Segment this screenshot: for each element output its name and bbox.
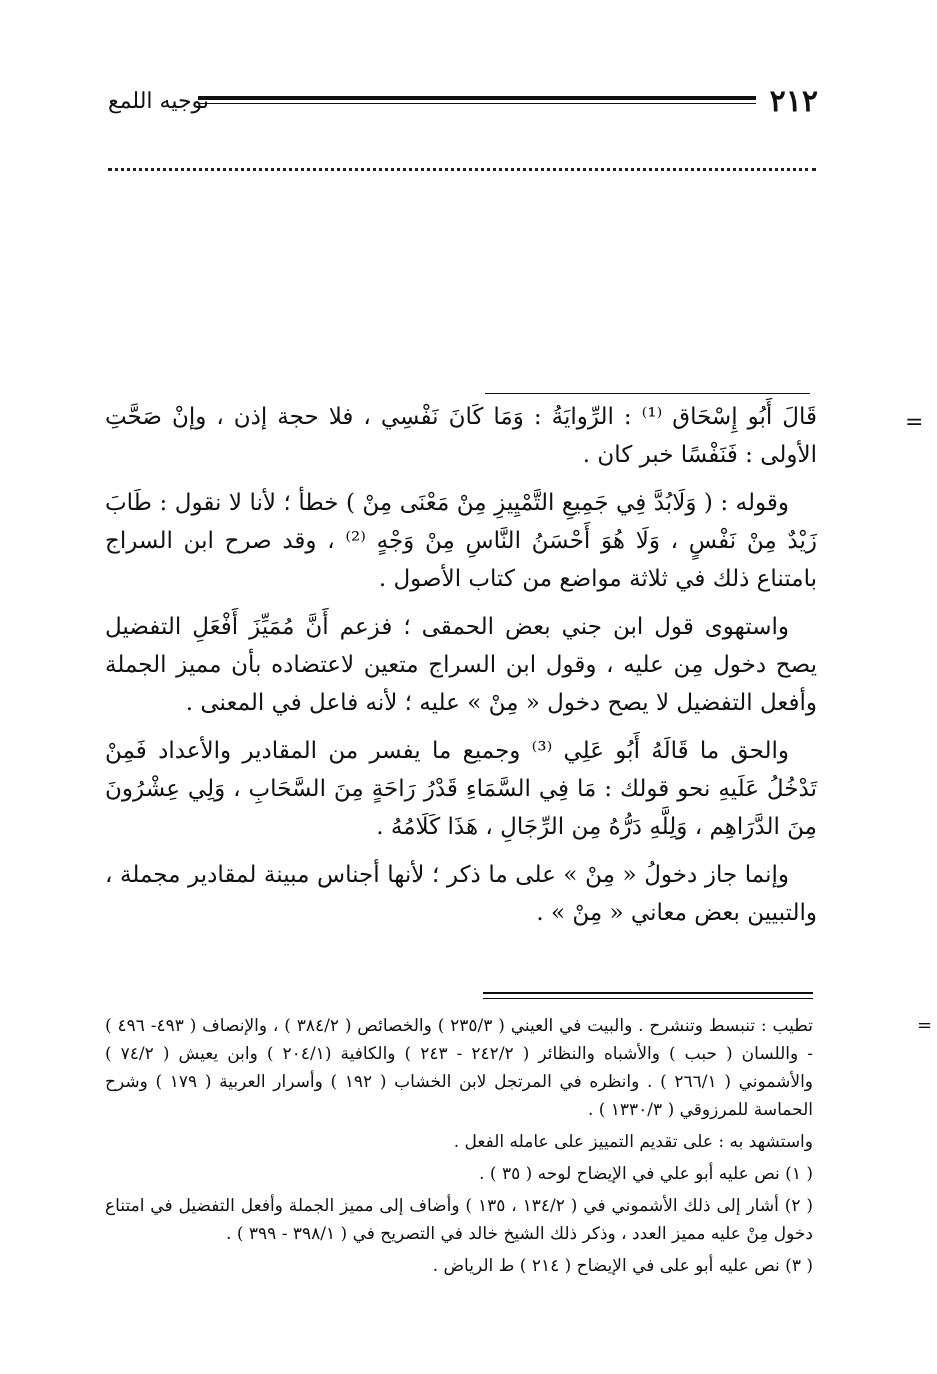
footnote-continuation-mark: =: [917, 1015, 933, 1036]
footnote-continued: تطيب : تنبسط وتنشرح . والبيت في العيني ( ٢٣٥/٣ ) والخصائص ( ٣٨٤/٢ ) ، والإنصاف ( ٤٩٣- ٤٩٦ ) - واللسان ( حبب ) والأشباه والنظائر ( ٢٤٢/٢ - ٢٤٣ ) والكافية (٢٠٤/١ ) وابن يعيش ( ٧٤/٢ ) والأشموني ( ٢٦٦/١ ) . وانظره في المرتجل لابن الخشاب ( ١٩٢ ) وأسرار العربية ( ١٧٩ ) وشرح الحماسة للمرزوقي ( ١٣٣٠/٣ ) .: [105, 1016, 814, 1120]
paragraph-3: واستهوى قول ابن جني بعض الحمقى ؛ فزعم أَنَّ مُمَيِّزَ أَفْعَلِ التفضيل يصح دخول مِن عليه ، وقول ابن السراج متعين لاعتضاده بأن مميز الجملة وأفعل التفضيل لا يصح دخول « مِنْ » عليه ؛ لأنه فاعل في المعنى .: [105, 614, 817, 716]
page-number: ٢١٢: [769, 84, 818, 119]
paragraph-1: قَالَ أَبُو إِسْحَاق ⁽¹⁾ : الرِّوايَةُ : وَمَا كَانَ نَفْسِي ، فلا حجة إذن ، وإنْ صَحَّتِ الأولى : فَنَفْسًا خبر كان .: [105, 404, 817, 468]
footnote-note: واستشهد به : على تقديم التمييز على عامله الفعل .: [453, 1132, 813, 1152]
header-rule: [198, 96, 756, 106]
continuation-rule: [485, 393, 810, 394]
dotted-separator: [108, 168, 816, 171]
paragraph-4: والحق ما قَالَهُ أَبُو عَلِي ⁽³⁾ وجميع ما يفسر من المقادير والأعداد فَمِنْ تَدْخُلُ عَلَيهِ نحو قولك : مَا فِي السَّمَاءِ قَدْرُ رَاحَةٍ مِنَ السَّحَابِ ، وَلِي عِشْرُونَ مِنَ الدَّرَاهِم ، وَلِلَّهِ دَرُّهُ مِن الرِّجَالِ ، هَذَا كَلَامُهُ .: [105, 738, 817, 840]
footnote-3: ( ٣) نص عليه أبو على في الإيضاح ( ٢١٤ ) ط الرياض .: [432, 1256, 813, 1276]
paragraph-5: وإنما جاز دخولُ « مِنْ » على ما ذكر ؛ لأنها أجناس مبينة لمقادير مجملة ، والتبيين بعض معاني « مِنْ » .: [105, 862, 817, 926]
footnote-1: ( ١) نص عليه أبو علي في الإيضاح لوحه ( ٣٥ ) .: [479, 1164, 813, 1184]
continuation-mark: =: [905, 410, 924, 435]
footnote-2: ( ٢) أشار إلى ذلك الأشموني في ( ١٣٤/٢ ، ١٣٥ ) وأضاف إلى مميز الجملة وأفعل التفضيل في امتناع دخول مِنْ عليه مميز العدد ، وذكر ذلك الشيخ خالد في التصريح في ( ٣٩٨/١ - ٣٩٩ ) .: [105, 1196, 813, 1244]
footnotes: [105, 1012, 933, 1284]
paragraph-2: وقوله : ( وَلَابُدَّ فِي جَمِيعِ التَّمْيِيزِ مِنْ مَعْنَى مِنْ ) خطأ ؛ لأنا لا نقول : طَابَ زَيْدٌ مِنْ نَفْسٍ ، وَلَا هُوَ أَحْسَنُ النَّاسِ مِنْ وَجْهٍ ⁽²⁾ ، وقد صرح ابن السراج بامتناع ذلك في ثلاثة مواضع من كتاب الأصول .: [105, 490, 818, 592]
main-text: [105, 398, 924, 942]
book-title: توجيه اللمع: [108, 89, 210, 114]
footnote-rule: [483, 992, 813, 999]
page-header: [108, 82, 818, 122]
